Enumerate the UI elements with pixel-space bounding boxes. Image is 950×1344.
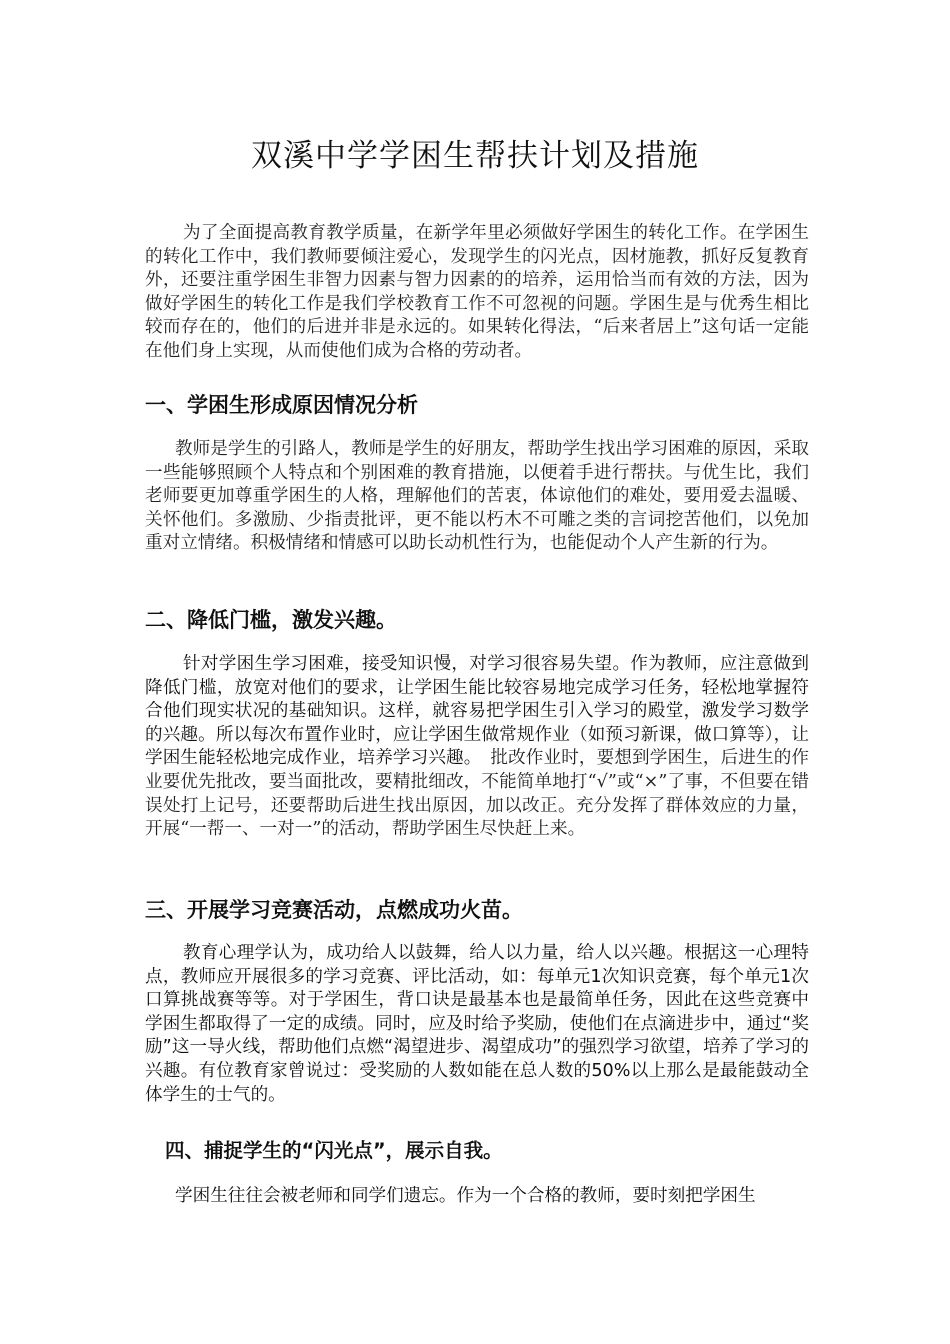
section-3-paragraph: 教育心理学认为，成功给人以鼓舞，给人以力量，给人以兴趣。根据这一心理特点，教师应开展很多的学习竞赛、评比活动，如：每单元1次知识竞赛，每个单元1次口算挑战赛等等。对于学困生，背口诀是最基本也是最简单任务，因此在这些竞赛中学困生都取得了一定的成绩。同时，应及时给予奖励，使他们在点滴进步中，通过“奖励”这一导火线，帮助他们点燃“渴望进步、渴望成功”的强烈学习欲望，培养了学习的兴趣。有位教育家曾说过：受奖励的人数如能在总人数的50%以上那么是最能鼓动全体学生的士气的。 bbox=[145, 943, 809, 1105]
section-1-paragraph: 教师是学生的引路人，教师是学生的好朋友，帮助学生找出学习困难的原因，采取一些能够照顾个人特点和个别困难的教育措施，以便着手进行帮扶。与优生比，我们老师要更加尊重学困生的人格，理解他们的苦衷，体谅他们的难处，要用爱去温暖、关怀他们。多激励、少指责批评，更不能以朽木不可雕之类的言词挖苦他们，以免加重对立情绪。积极情绪和情感可以助长动机性行为，也能促动个人产生新的行为。 bbox=[145, 439, 809, 554]
section-2-heading: 二、降低门槛，激发兴趣。 bbox=[145, 608, 397, 632]
section-4-heading: 四、捕捉学生的“闪光点”，展示自我。 bbox=[165, 1139, 503, 1162]
intro-paragraph: 为了全面提高教育教学质量，在新学年里必须做好学困生的转化工作。在学困生的转化工作中，我们教师要倾注爱心，发现学生的闪光点，因材施教，抓好反复教育外，还要注重学困生非智力因素与智力因素的的培养，运用恰当而有效的方法，因为做好学困生的转化工作是我们学校教育工作不可忽视的问题。学困生是与优秀生相比较而存在的，他们的后进并非是永远的。如果转化得法，“后来者居上”这句话一定能在他们身上实现，从而使他们成为合格的劳动者。 bbox=[145, 223, 809, 361]
section-2-paragraph-part2: 批改作业时，要想到学困生，后进生的作业要优先批改，要当面批改，要精批细改，不能简单地打“√”或“×”了事，不但要在错误处打上记号，还要帮助后进生找出原因，加以改正。充分发挥了群体效应的力量，开展“一帮一、一对一”的活动，帮助学困生尽快赶上来。 bbox=[145, 748, 809, 840]
section-2-paragraph-part1: 针对学困生学习困难，接受知识慢，对学习很容易失望。作为教师，应注意做到降低门槛，放宽对他们的要求，让学困生能比较容易地完成学习任务，轻松地掌握符合他们现实状况的基础知识。这样，就容易把学困生引入学习的殿堂，激发学习数学的兴趣。所以每次布置作业时，应让学困生做常规作业（如预习新课，做口算等），让学困生能轻松地完成作业，培养学习兴趣。 bbox=[145, 654, 809, 769]
document-title: 双溪中学学困生帮扶计划及措施 bbox=[251, 138, 699, 174]
section-2-paragraph bbox=[145, 653, 809, 842]
section-3-heading: 三、开展学习竞赛活动，点燃成功火苗。 bbox=[145, 898, 523, 922]
section-4-paragraph: 学困生往往会被老师和同学们遗忘。作为一个合格的教师，要时刻把学困生 bbox=[175, 1186, 756, 1206]
section-1-heading: 一、学困生形成原因情况分析 bbox=[145, 393, 418, 417]
